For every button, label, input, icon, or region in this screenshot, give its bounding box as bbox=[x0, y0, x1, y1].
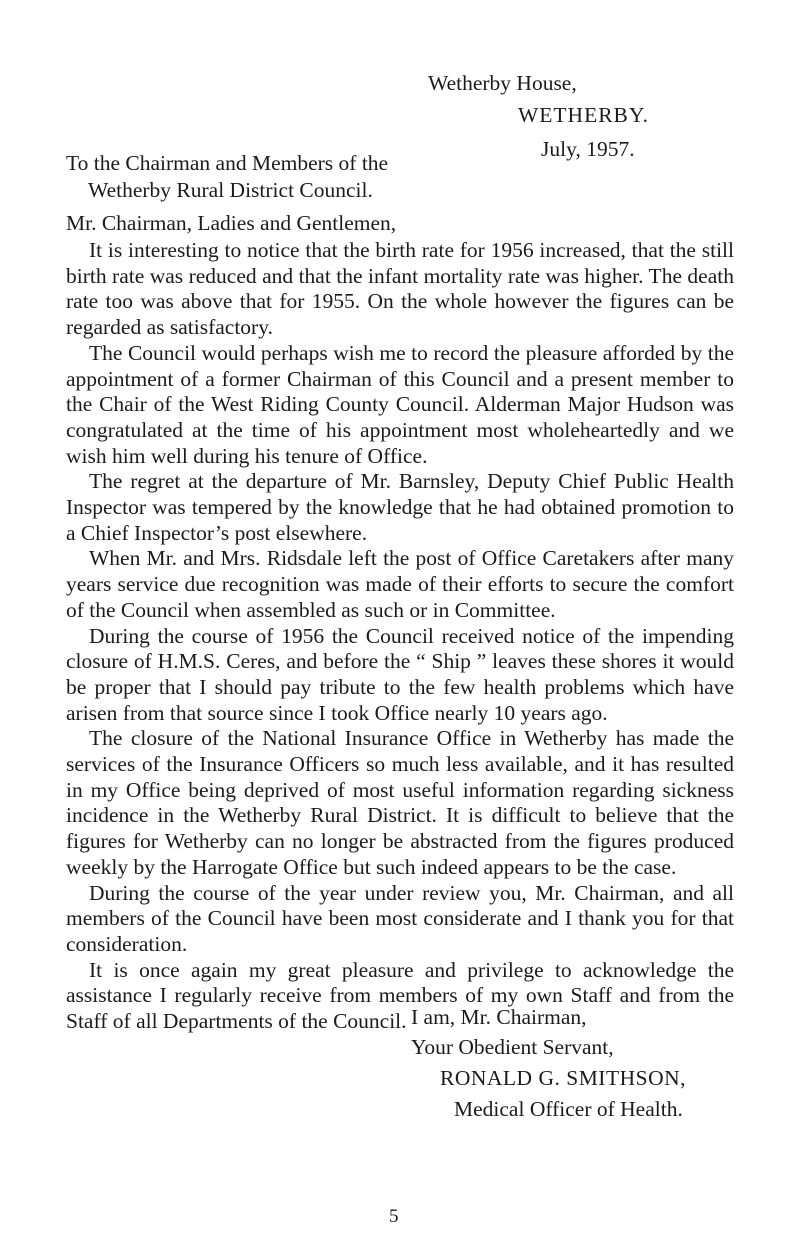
page-number: 5 bbox=[389, 1206, 399, 1227]
paragraph-hms-ceres: During the course of 1956 the Council received notice of the impending closure of H.M.S. Ceres, and before the “ Ship ” leaves these shores it would be proper that I should pay tribute to the few health problems which have arisen from that source since I took Office nearly 10 years ago. bbox=[66, 623, 734, 725]
letter-date: July, 1957. bbox=[541, 137, 635, 161]
letter-body bbox=[66, 238, 734, 1035]
recipient-line-1: To the Chairman and Members of the bbox=[66, 151, 389, 175]
recipient-line-2: Wetherby Rural District Council. bbox=[88, 177, 373, 202]
paragraph-caretakers: When Mr. and Mrs. Ridsdale left the post of Office Caretakers after many years service due recognition was made of their efforts to secure the comfort of the Council when assembled as such or in Committee. bbox=[66, 546, 734, 622]
closing-line-1: I am, Mr. Chairman, bbox=[411, 1005, 587, 1029]
signatory-name: RONALD G. SMITHSON, bbox=[440, 1066, 687, 1090]
paragraph-thanks-staff: It is once again my great pleasure and privilege to acknowledge the assistance I regularly receive from members of my own Staff and from the Staff of all Departments of the Council. bbox=[66, 957, 734, 1034]
paragraph-insurance-office: The closure of the National Insurance Office in Wetherby has made the services of the Insurance Officers so much less available, and it has resulted in my Office being deprived of most useful information regarding sickness incidence in the Wetherby Rural District. It is difficult to believe that the figures for Wetherby can no longer be abstracted from the figures produced weekly by the Harrogate Office but such indeed appears to be the case. bbox=[66, 726, 734, 879]
paragraph-inspector-departure: The regret at the departure of Mr. Barnsley, Deputy Chief Public Health Inspector was tempered by the knowledge that he had obtained promotion to a Chief Inspector’s post elsewhere. bbox=[66, 469, 734, 545]
sender-address-line-2: WETHERBY. bbox=[518, 103, 650, 127]
paragraph-thanks-council: During the course of the year under review you, Mr. Chairman, and all members of the Council have been most considerate and I thank you for that consideration. bbox=[66, 880, 734, 956]
paragraph-birth-rate: It is interesting to notice that the birth rate for 1956 increased, that the still birth rate was reduced and that the infant mortality rate was higher. The death rate too was above that for 1955. On the whole however the figures can be regarded as satisfactory. bbox=[66, 238, 734, 340]
signatory-title: Medical Officer of Health. bbox=[454, 1097, 683, 1121]
recipient-block bbox=[66, 150, 388, 203]
sender-address-line-1: Wetherby House, bbox=[428, 71, 577, 95]
closing-line-2: Your Obedient Servant, bbox=[411, 1035, 614, 1059]
paragraph-county-council: The Council would perhaps wish me to record the pleasure afforded by the appointment of a former Chairman of this Council and a present member to the Chair of the West Riding County Council. Alderman Major Hudson was congratulated at the time of his appointment most wholeheartedly and we wish him well during his tenure of Office. bbox=[66, 340, 734, 468]
salutation: Mr. Chairman, Ladies and Gentlemen, bbox=[66, 211, 397, 235]
